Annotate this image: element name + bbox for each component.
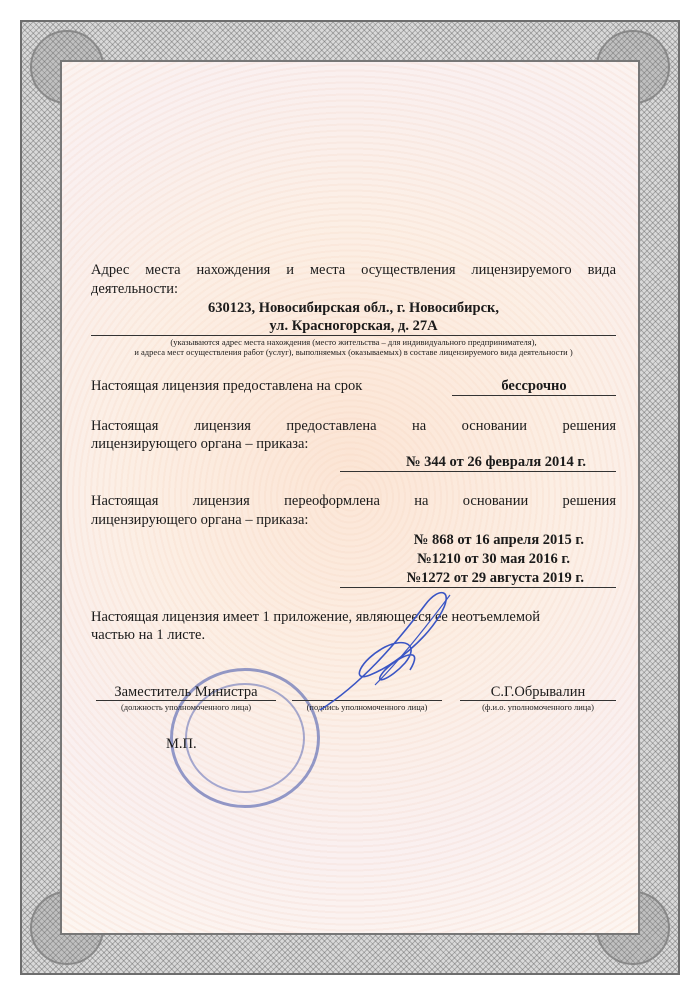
appendix-line2: частью на 1 листе. <box>91 627 206 643</box>
name-note: (ф.и.о. уполномоченного лица) <box>482 702 594 712</box>
name-underline <box>460 700 616 701</box>
term-underline <box>452 395 616 396</box>
address-label-line1: Адрес места нахождения и места осуществления лицензируемого вида <box>91 262 616 278</box>
reissued-line2: лицензирующего органа – приказа: <box>91 512 309 528</box>
granted-underline <box>340 471 616 472</box>
granted-line2: лицензирующего органа – приказа: <box>91 436 309 452</box>
address-note-line1: (указываются адрес места нахождения (место жительства – для индивидуального предпринимателя), <box>170 337 537 347</box>
term-value: бессрочно <box>501 378 567 394</box>
granted-line1: Настоящая лицензия предоставлена на основании решения <box>91 418 616 434</box>
signatory-position: Заместитель Министра <box>114 684 258 700</box>
address-underline <box>91 335 616 336</box>
appendix-line1: Настоящая лицензия имеет 1 приложение, являющееся ее неотъемлемой <box>91 609 541 625</box>
address-value-line1: 630123, Новосибирская обл., г. Новосибирск, <box>207 300 500 316</box>
position-note: (должность уполномоченного лица) <box>120 702 252 712</box>
granted-order: № 344 от 26 февраля 2014 г. <box>405 454 586 470</box>
address-note-line2: и адреса мест осуществления работ (услуг), выполняемых (оказываемых) в составе лицензируемого вида деятельности ) <box>134 347 573 357</box>
term-label: Настоящая лицензия предоставлена на срок <box>91 378 363 394</box>
handwritten-signature <box>300 575 470 725</box>
address-label-line2: деятельности: <box>91 281 179 297</box>
signature-note: (подпись уполномоченного лица) <box>306 702 428 712</box>
reissued-line1: Настоящая лицензия переоформлена на основании решения <box>91 493 616 509</box>
reissued-order: №1210 от 30 мая 2016 г. <box>417 551 570 567</box>
reissued-order: № 868 от 16 апреля 2015 г. <box>413 532 584 548</box>
seal-label: М.П. <box>166 736 197 752</box>
address-value-line2: ул. Красногорская, д. 27А <box>269 318 438 334</box>
signatory-name: С.Г.Обрывалин <box>490 684 586 700</box>
reissued-order: №1272 от 29 августа 2019 г. <box>406 570 584 586</box>
position-underline <box>96 700 276 701</box>
